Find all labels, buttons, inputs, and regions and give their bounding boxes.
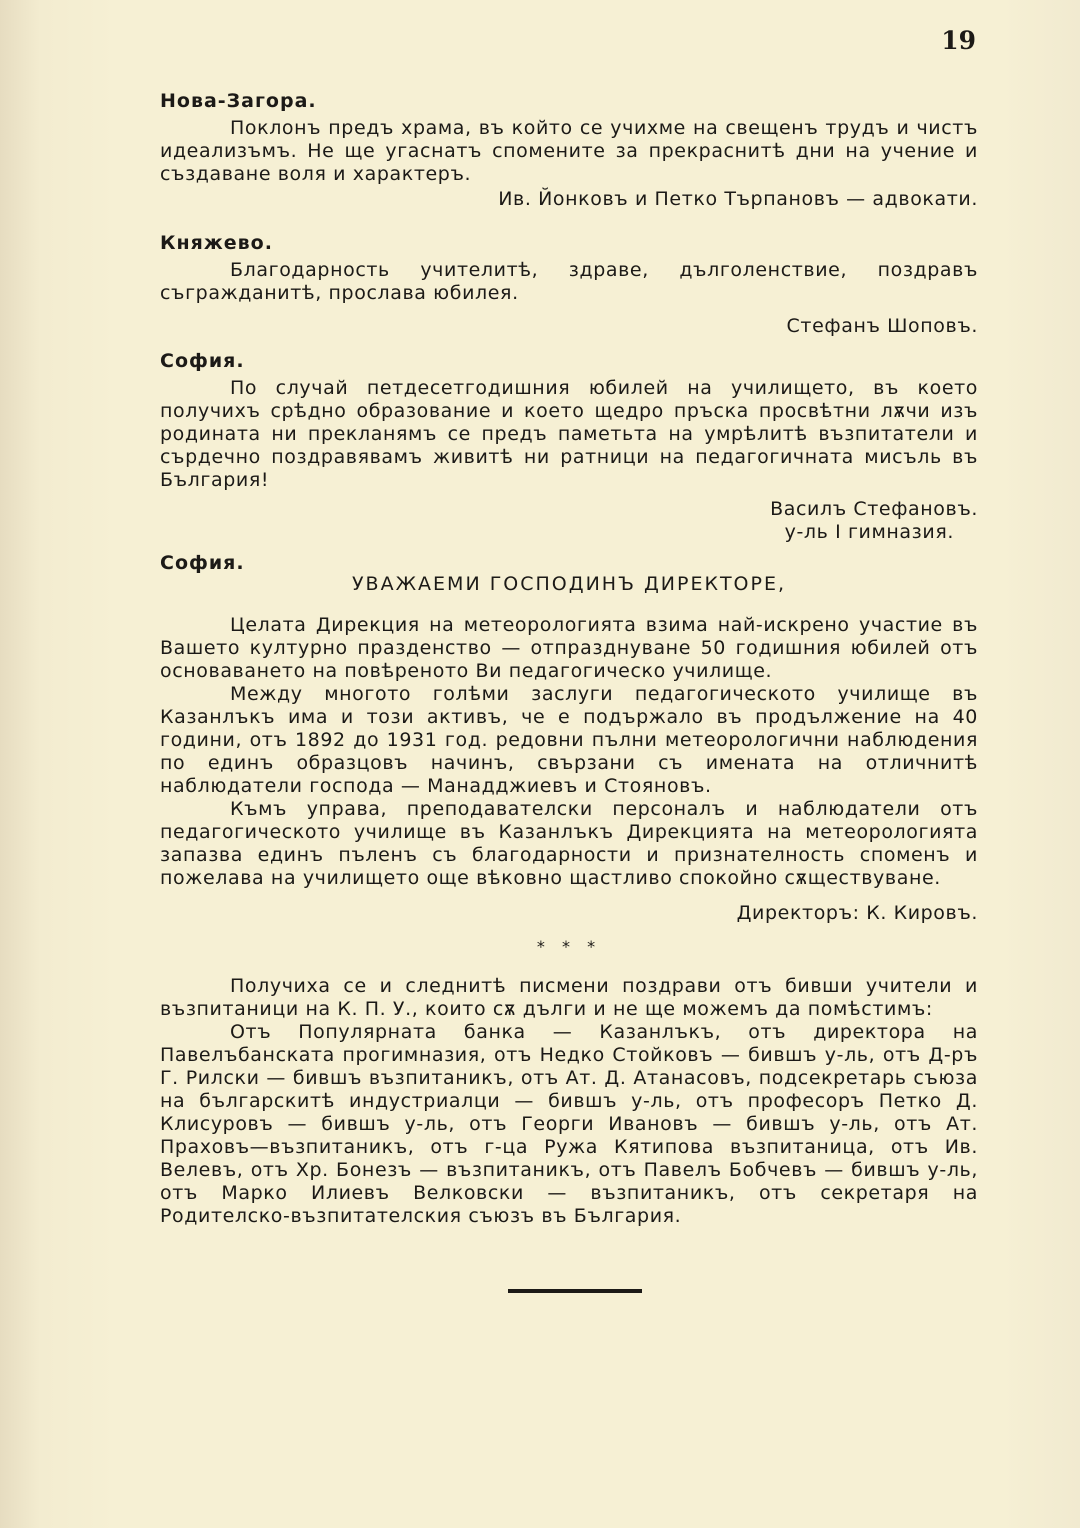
section-signature-role: у-ль I гимназия. <box>784 521 954 543</box>
letter-signature: Директоръ: К. Кировъ. <box>736 902 978 924</box>
section-signature: Василъ Стефановъ. <box>770 498 978 520</box>
section-signature: Ив. Йонковъ и Петко Търпановъ — адвокати. <box>498 188 978 210</box>
closing-paragraph: Получиха се и следнитѣ писмени поздрави отъ бивши учители и възпитаници на К. П. У., които сѫ дълги и не ще можемъ да помѣстимъ: <box>160 975 978 1020</box>
section-text: По случай петдесетгодишния юбилей на училището, въ което получихъ срѣдно образование и което щедро пръска просвѣтни лѫчи изъ родината ни прекланямъ се предъ паметьта на умрѣлитѣ възпитатели и сърдечно поздравявамъ живитѣ ни ратници на педагогичната мисъль въ България! <box>160 377 978 491</box>
letter-salutation: УВАЖАЕМИ ГОСПОДИНЪ ДИРЕКТОРЕ, <box>351 573 787 595</box>
letter-paragraph: Между многото голѣми заслуги педагогическото училище въ Казанлъкъ има и този активъ, че е подържало въ продължение на 40 години, отъ 1892 до 1931 год. редовни пълни метеорологични наблюдения по единъ образцовъ начинъ, свързани съ имената на отличнитѣ наблюдатели господа — Манадджиевъ и Стояновъ. <box>160 683 978 797</box>
section-text: Благодарность учителитѣ, здраве, дълголенствие, поздравъ съгражданитѣ, прослава юбилея. <box>160 259 978 304</box>
closing-section <box>160 975 978 1228</box>
section-signature: Стефанъ Шоповъ. <box>786 315 978 337</box>
section-heading: Княжево. <box>160 232 273 254</box>
letter-paragraph: Къмъ управа, преподавателски персоналъ и наблюдатели отъ педагогическото училище въ Казанлъкъ Дирекцията на метеорологията запазва единъ пъленъ съ благодарности и признателность споменъ и пожелава на училището още вѣковно щастливо спокойно сѫществуване. <box>160 798 978 889</box>
section-knyazhevo <box>160 232 978 338</box>
section-sofia-1 <box>160 350 978 544</box>
end-rule <box>508 1289 642 1293</box>
section-nova-zagora <box>160 90 978 211</box>
page-number: 19 <box>941 26 976 55</box>
section-heading: Нова-Загора. <box>160 90 317 112</box>
section-heading: София. <box>160 350 245 372</box>
letter-paragraph: Целата Дирекция на метеорологията взима най-искрено участие въ Вашето културно празденство — отпразднуване 50 годишния юбилей отъ основаването на повѣреното Ви педагогическо училище. <box>160 614 978 682</box>
letter-meteorology <box>160 552 978 925</box>
closing-paragraph: Отъ Популярната банка — Казанлъкъ, отъ директора на Павелъбанската прогимназия, отъ Недко Стойковъ — бившъ у-ль, отъ Д-ръ Г. Рилски — бившъ възпитаникъ, отъ Ат. Д. Атанасовъ, подсекретарь съюза на българскитѣ индустриалци — бившъ у-ль, отъ професоръ Петко Д. Клисуровъ — бившъ у-ль, отъ Георги Ивановъ — бившъ у-ль, отъ Ат. Праховъ—възпитаникъ, отъ г-ца Ружа Кятипова възпитаница, отъ Ив. Велевъ, отъ Хр. Бонезъ — възпитаникъ, отъ Павелъ Бобчевъ — бившъ у-ль, отъ Марко Илиевъ Велковски — възпитаникъ, отъ секретаря на Родителско-възпитателския съюзъ въ България. <box>160 1021 978 1227</box>
stars-separator: * * * <box>536 937 602 956</box>
section-text: Поклонъ предъ храма, въ който се учихме на свещенъ трудъ и чистъ идеализъмъ. Не ще угаснатъ спомените за прекраснитѣ дни на учение и създаване воля и характеръ. <box>160 117 978 185</box>
letter-place: София. <box>160 552 245 574</box>
separator <box>160 935 978 958</box>
